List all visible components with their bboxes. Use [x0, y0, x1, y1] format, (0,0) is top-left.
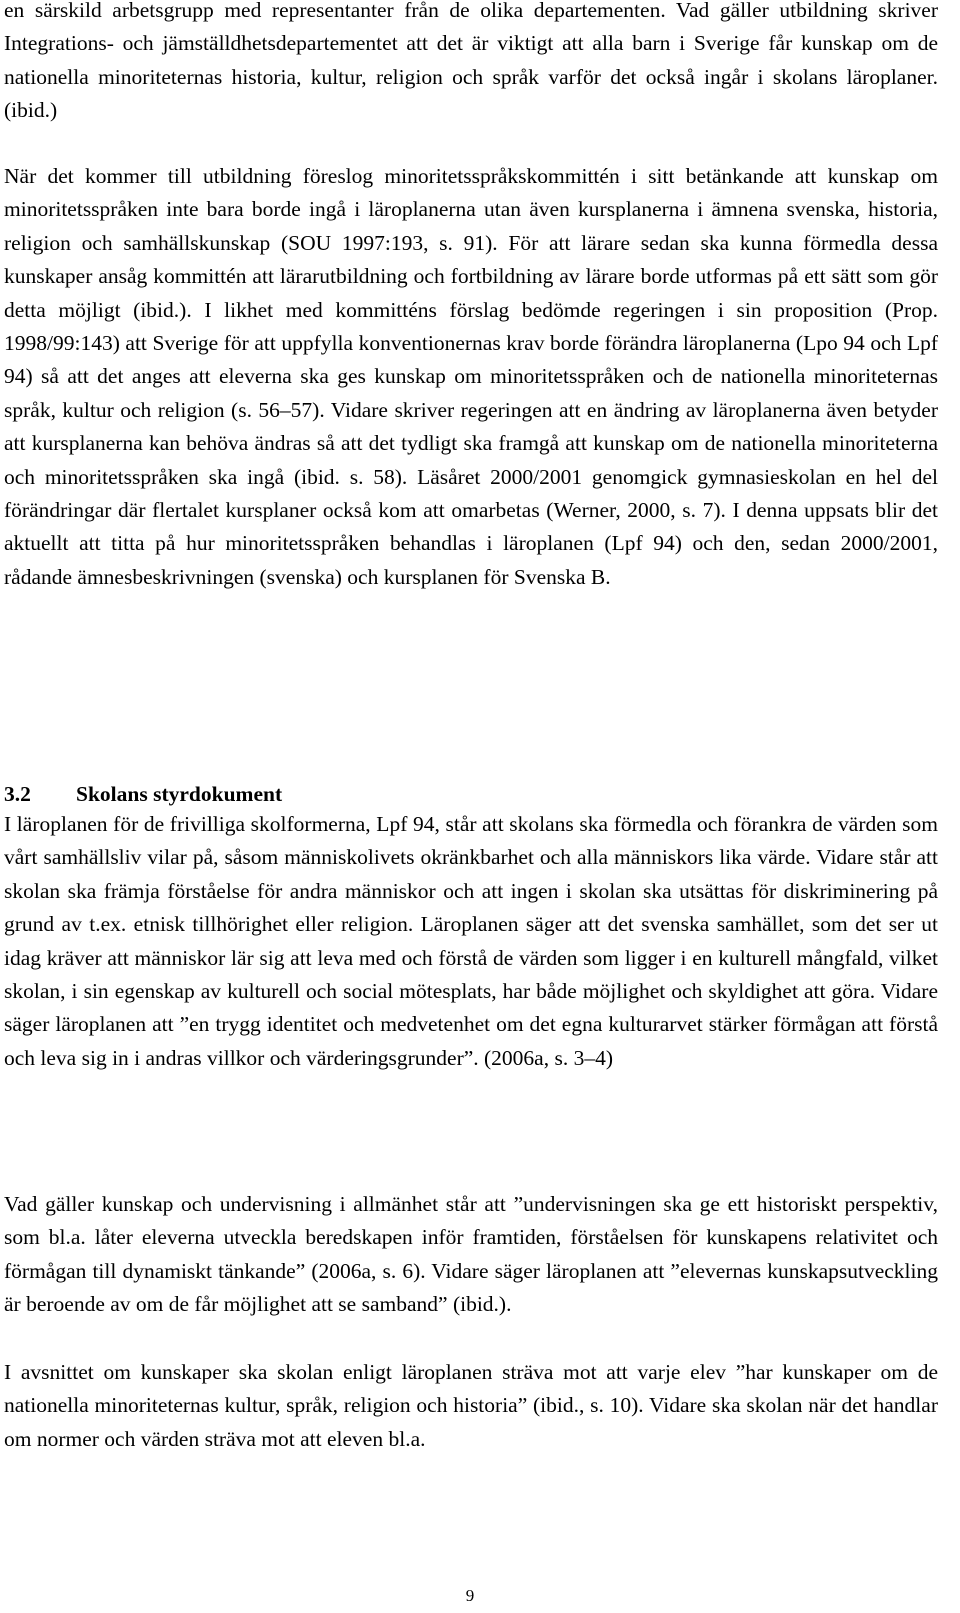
- paragraph-curriculum-values: I läroplanen för de frivilliga skolformerna, Lpf 94, står att skolans ska förmedla och förankra de värden som vårt samhällsliv vilar på, såsom människolivets okränkbarhet och alla människors lika värde. Vidare står att skolan ska främja förståelse för andra människor och att ingen i skolan ska utsättas för diskriminering på grund av t.ex. etnisk tillhörighet eller religion. Läroplanen säger att det svenska samhället, som det ser ut idag kräver att människor lär sig att leva med och förstå de värden som ligger i en kulturell mångfald, vilket skolan, i sin egenskap av kulturell och social mötesplats, har både möjlighet och skyldighet att göra. Vidare säger läroplanen att ”en trygg identitet och medvetenhet om det egna kulturarvet stärker förmågan att förstå och leva sig in i andras villkor och värderingsgrunder”. (2006a, s. 3–4): [4, 812, 938, 1070]
- paragraph-minority-committee: När det kommer till utbildning föreslog minoritetsspråkskommittén i sitt betänkande att kunskap om minoritetsspråken inte bara borde ingå i läroplanerna utan även kursplanerna i ämnena svenska, historia, religion och samhällskunskap (SOU 1997:193, s. 91). För att lärare sedan ska kunna förmedla dessa kunskaper ansåg kommittén att lärarutbildning och fortbildning av lärare borde utformas på ett sätt som gör detta möjligt (ibid.). I likhet med kommitténs förslag bedömde regeringen i sin proposition (Prop. 1998/99:143) att Sverige för att uppfylla konventionernas krav borde förändra läroplanerna (Lpo 94 och Lpf 94) så att det anges att eleverna ska ges kunskap om minoritetsspråken och de nationella minoriteternas språk, kultur och religion (s. 56–57). Vidare skriver regeringen att en ändring av läroplanerna även betyder att kursplanerna kan behöva ändras så att det tydligt ska framgå att kunskap om de nationella minoriteterna och minoritetsspråken ska ingå (ibid. s. 58). Läsåret 2000/2001 genomgick gymnasieskolan en hel del förändringar där flertalet kursplaner också kom att omarbetas (Werner, 2000, s. 7). I denna uppsats blir det aktuellt att titta på hur minoritetsspråken behandlas i läroplanen (Lpf 94) och den, sedan 2000/2001, rådande ämnesbeskrivningen (svenska) och kursplanen för Svenska B.: [4, 164, 938, 589]
- paragraph-intro: en särskild arbetsgrupp med representanter från de olika departementen. Vad gäller utbildning skriver Integrations- och jämställdhetsdepartementet att det är viktigt att alla barn i Sverige får kunskap om de nationella minoriteternas historia, kultur, religion och språk varför det också ingår i skolans läroplaner. (ibid.): [4, 0, 938, 123]
- section-heading: [4, 780, 282, 808]
- section-title: Skolans styrdokument: [76, 782, 283, 806]
- paragraph-knowledge-teaching: Vad gäller kunskap och undervisning i allmänhet står att ”undervisningen ska ge ett historiskt perspektiv, som bl.a. låter eleverna utveckla beredskapen inför framtiden, förståelsen för kunskapens relativitet och förmågan till dynamiskt tänkande” (2006a, s. 6). Vidare säger läroplanen att ”elevernas kunskapsutveckling är beroende av om de får möjlighet att se samband” (ibid.).: [4, 1192, 938, 1317]
- section-number: 3.2: [4, 782, 31, 806]
- page-number: 9: [465, 1586, 475, 1605]
- paragraph-knowledge-section: I avsnittet om kunskaper ska skolan enligt läroplanen sträva mot att varje elev ”har kunskaper om de nationella minoriteternas kultur, språk, religion och historia” (ibid., s. 10). Vidare ska skolan när det handlar om normer och värden sträva mot att eleven bl.a.: [4, 1360, 938, 1451]
